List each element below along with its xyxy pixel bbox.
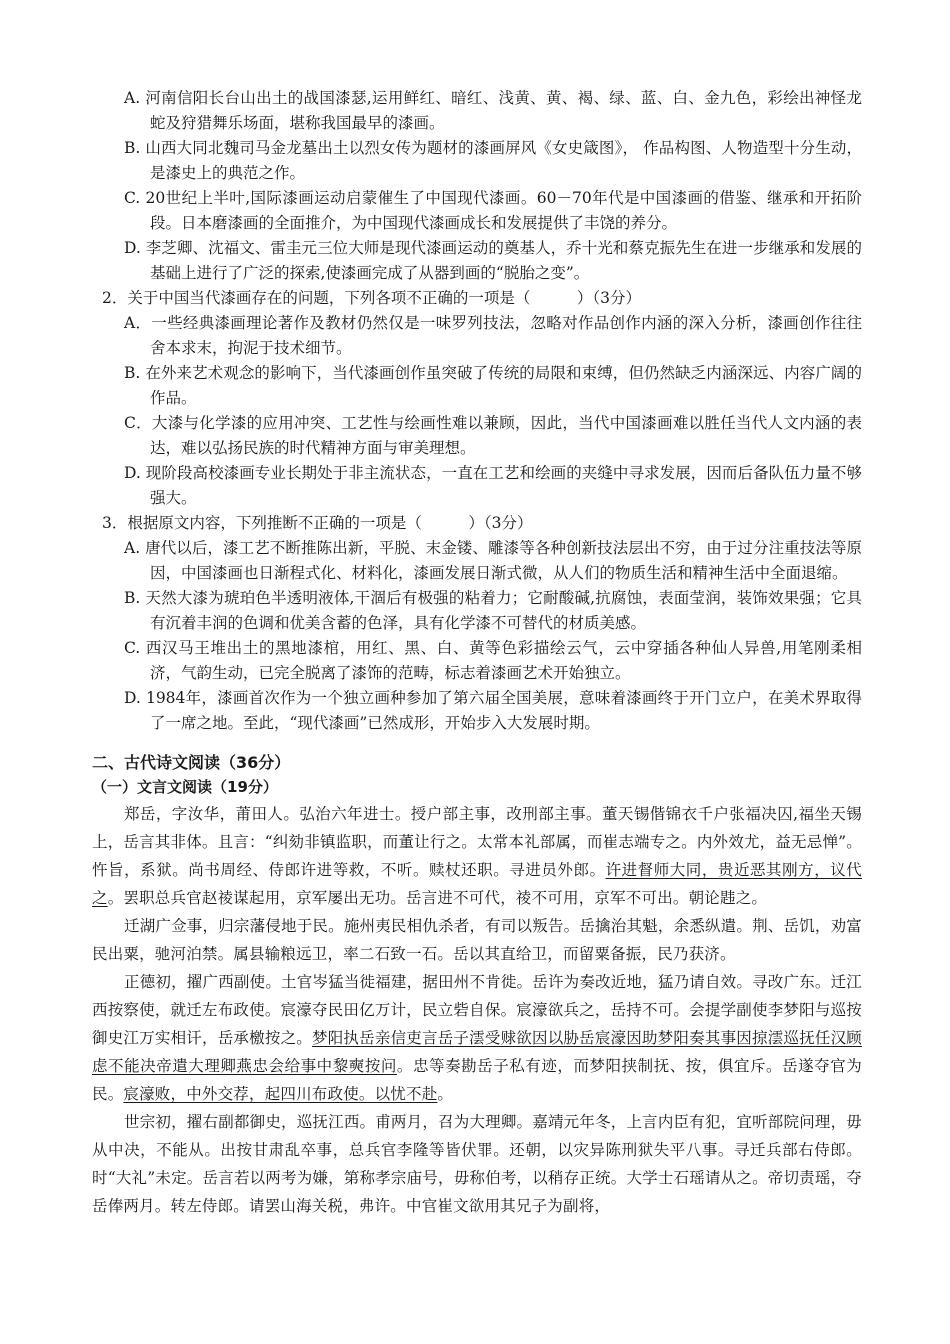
passage-paragraph-3	[92, 968, 862, 1108]
option-3d: D. 1984年，漆画首次作为一个独立画种参加了第六届全国美展，意味着漆画终于开门立户，在美术界取得了一席之地。至此，“现代漆画”已然成形，开始步入大发展时期。	[124, 689, 862, 732]
content	[92, 86, 862, 1220]
subsection-title: （一）文言文阅读（19分）	[92, 778, 278, 796]
section-title: 二、古代诗文阅读（36分）	[92, 753, 291, 772]
passage-text: 。	[437, 1085, 454, 1103]
passage-paragraph-2: 迁湖广佥事，归宗藩侵地于民。施州夷民相仇杀者，有司以叛告。岳擒治其魁，余悉纵遣。荆、岳饥，劝富民出粟，驰河泊禁。属县输粮远卫，率二石致一石。岳以其直给卫，而留粟备振，民乃获济。	[92, 917, 862, 963]
question-2-stem: 2．关于中国当代漆画存在的问题，下列各项不正确的一项是（ ）（3分）	[102, 289, 641, 307]
passage-text: 。忠等奏勘岳子私有迹，而梦阳挟制抚、按，俱宜斥。岳遂夺官为民。	[92, 1057, 862, 1103]
underlined-sentence-1: 许进督师大同，贵近恶其刚方，议代之	[92, 861, 862, 907]
option-2d: D. 现阶段高校漆画专业长期处于非主流状态，一直在工艺和绘画的夹缝中寻求发展，因而后备队伍力量不够强大。	[124, 464, 862, 507]
option-2b: B. 在外来艺术观念的影响下，当代漆画创作虽突破了传统的局限和束缚，但仍然缺乏内涵深远、内容广阔的作品。	[124, 364, 862, 407]
option-3a: A. 唐代以后，漆工艺不断推陈出新，平脱、末金镂、雕漆等各种创新技法层出不穷，由于过分注重技法等原因，中国漆画也日渐程式化、材料化，漆画发展日渐式微，从人们的物质生活和精神生活中全面退缩。	[124, 539, 862, 582]
option-3b: B. 天然大漆为琥珀色半透明液体,干涸后有极强的粘着力；它耐酸碱,抗腐蚀，表面莹润，装饰效果强；它具有沉着丰润的色调和优美含蓄的色泽，具有化学漆不可替代的材质美感。	[124, 589, 862, 632]
passage-paragraph-1	[92, 800, 862, 912]
option-1c: C. 20世纪上半叶,国际漆画运动启蒙催生了中国现代漆画。60－70年代是中国漆画的借鉴、继承和开拓阶段。日本磨漆画的全面推介，为中国现代漆画成长和发展提供了丰饶的养分。	[124, 189, 862, 232]
question-3	[92, 511, 862, 736]
passage-text: 正德初，擢广西副使。土官岑猛当徙福建，据田州不肯徙。岳许为奏改近地，猛乃请自效。寻改广东。迁江西按察使，就迁左布政使。宸濠夺民田亿万计，民立砦自保。宸濠欲兵之，岳持不可。会提学副使李梦阳与巡按御史江万实相讦，岳承檄按之。	[92, 973, 862, 1047]
option-1a: A. 河南信阳长台山出土的战国漆瑟,运用鲜红、暗红、浅黄、黄、褐、绿、蓝、白、金九色，彩绘出神怪龙蛇及狩猎舞乐场面，堪称我国最早的漆画。	[124, 89, 862, 132]
option-1b: B. 山西大同北魏司马金龙墓出土以烈女传为题材的漆画屏风《女史箴图》， 作品构图、人物造型十分生动，是漆史上的典范之作。	[124, 139, 862, 182]
passage-paragraph-4: 世宗初，擢右副都御史，巡抚江西。甫两月，召为大理卿。嘉靖元年冬，上言内臣有犯，宜听部院问理，毋从中决，不能从。出按甘肃乱卒事，总兵官李隆等皆伏罪。还朝，以灾异陈刑狱失平八事。寻迁兵部右侍郎。时“大礼”未定。岳言若以两考为嫌，第称孝宗庙号，毋称伯考，以稍存正统。大学士石瑶请从之。帝切责瑶，夺岳俸两月。转左侍郎。请罢山海关税，弗许。中官崔文欲用其兄子为副将，	[92, 1113, 862, 1215]
question-2	[92, 286, 862, 511]
underlined-sentence-2: 梦阳执岳亲信吏言岳子澐受赇欲因以胁岳宸濠因助梦阳奏其事因掠澐巡抚任汉顾虑不能决帝遣大理卿燕忠会给事中黎奭按问	[92, 1029, 862, 1075]
passage-text: 。罢职总兵官赵祾谋起用，京军屡出无功。岳言进不可代，祾不可用，京军不可出。朝论韪之。	[107, 889, 768, 907]
question-3-stem: 3．根据原文内容，下列推断不正确的一项是（ ）（3分）	[102, 514, 533, 532]
option-2c: C．大漆与化学漆的应用冲突、工艺性与绘画性难以兼顾，因此，当代中国漆画难以胜任当代人文内涵的表达，难以弘扬民族的时代精神方面与审美理想。	[124, 414, 862, 457]
passage-text: 郑岳，字汝华，莆田人。弘治六年进士。授户部主事，改刑部主事。董天锡偕锦衣千户张福决囚,福坐天锡上，岳言其非体。且言：“纠劾非镇监职，而董让行之。太常本礼部属，而崔志端专之。内外效尤，益无忌惮”。忤旨，系狱。尚书周经、侍郎许进等救，不听。赎杖还职。寻进员外郎。	[92, 805, 862, 879]
option-2a: A．一些经典漆画理论著作及教材仍然仅是一味罗列技法，忽略对作品创作内涵的深入分析，漆画创作往往舍本求末，拘泥于技术细节。	[124, 314, 862, 357]
classical-passage	[92, 800, 862, 1220]
underlined-sentence-3: 宸濠败，中外交荐，起四川布政使。以忧不赴	[123, 1085, 438, 1103]
question-1-options	[92, 86, 862, 286]
option-1d: D. 李芝卿、沈福文、雷圭元三位大师是现代漆画运动的奠基人，乔十光和蔡克振先生在进一步继承和发展的基础上进行了广泛的探索,使漆画完成了从器到画的“脱胎之变”。	[124, 239, 862, 282]
option-3c: C. 西汉马王堆出土的黑地漆棺，用红、黑、白、黄等色彩描绘云气，云中穿插各种仙人异兽,用笔刚柔相济，气韵生动，已完全脱离了漆饰的范畴，标志着漆画艺术开始独立。	[124, 639, 862, 682]
